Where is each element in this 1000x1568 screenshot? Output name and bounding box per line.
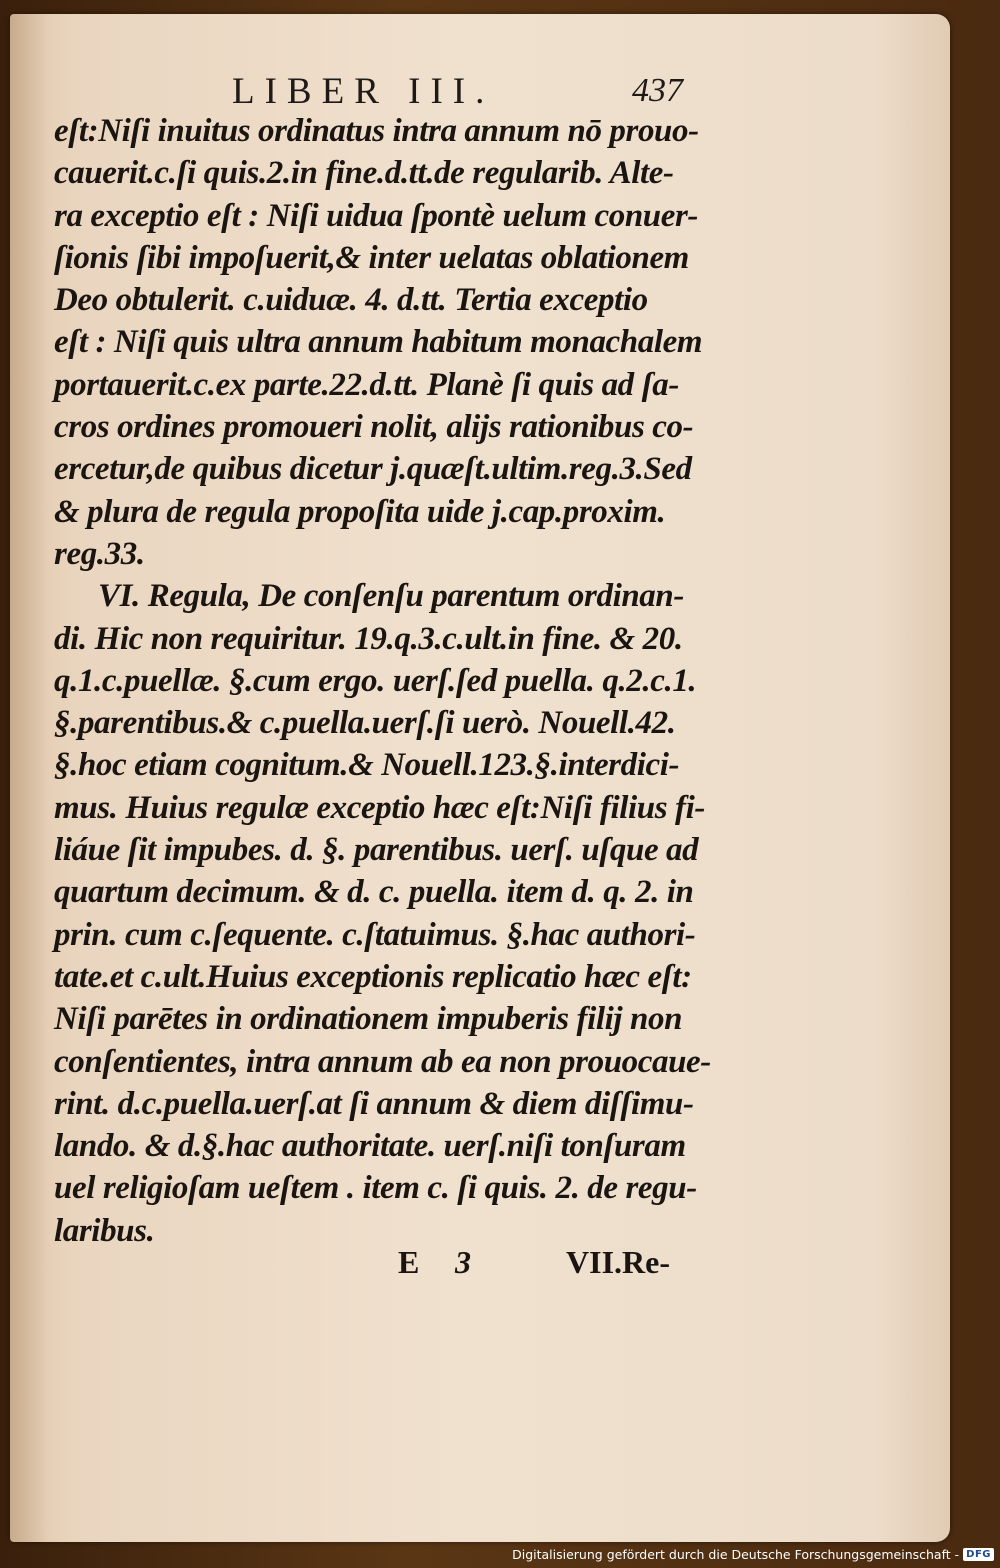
page-footer	[0, 1240, 1000, 1290]
body-text	[54, 110, 711, 1252]
text-line: mus. Huius regulæ exceptio hæc eſt:Niſi filius fi-	[54, 789, 705, 826]
text-line: eſt : Niſi quis ultra annum habitum monachalem	[54, 324, 703, 361]
text-line: q.1.c.puellæ. §.cum ergo. uerſ.ſed puella. q.2.c.1.	[54, 662, 697, 699]
catchword: VII.Re-	[566, 1244, 670, 1280]
text-line: Deo obtulerit. c.uiduæ. 4. d.tt. Tertia exceptio	[54, 282, 648, 319]
text-line: tate.et c.ult.Huius exceptionis replicatio hæc eſt:	[54, 958, 692, 995]
running-head	[0, 58, 1000, 118]
text-line: di. Hic non requiritur. 19.q.3.c.ult.in fine. & 20.	[54, 620, 683, 657]
text-line: eſt:Niſi inuitus ordinatus intra annum nō prouo-	[54, 113, 699, 149]
text-line: cauerit.c.ſi quis.2.in fine.d.tt.de regularib. Alte-	[54, 155, 674, 192]
credit-text: Digitalisierung gefördert durch die Deutsche Forschungsgemeinschaft -	[512, 1546, 960, 1562]
text-line: reg.33.	[54, 535, 145, 572]
text-line: ercetur,de quibus dicetur j.quæſt.ultim.reg.3.Sed	[54, 451, 692, 488]
running-head-title: LIBER III.	[232, 71, 495, 112]
text-line: quartum decimum. & d. c. puella. item d. q. 2. in	[54, 874, 694, 911]
text-line: ſionis ſibi impoſuerit,& inter uelatas oblationem	[54, 239, 689, 276]
text-line: uel religioſam ueſtem . item c. ſi quis. 2. de regu-	[54, 1170, 697, 1207]
text-line: §.hoc etiam cognitum.& Nouell.123.§.interdici-	[54, 747, 680, 784]
text-line-paragraph-start: VI. Regula, De conſenſu parentum ordinan-	[98, 578, 684, 615]
text-line: liáue ſit impubes. d. §. parentibus. uerſ. uſque ad	[54, 832, 699, 869]
signature-number: 3	[455, 1244, 471, 1280]
text-line: portauerit.c.ex parte.22.d.tt. Planè ſi quis ad ſa-	[54, 366, 679, 403]
text-line: §.parentibus.& c.puella.uerſ.ſi uerò. Nouell.42.	[54, 705, 676, 742]
text-line: prin. cum c.ſequente. c.ſtatuimus. §.hac authori-	[54, 916, 696, 953]
text-line: laribus.	[54, 1212, 155, 1249]
text-line: rint. d.c.puella.uerſ.at ſi annum & diem diſſimu-	[54, 1085, 694, 1122]
signature-mark: E	[398, 1244, 420, 1280]
text-line: conſentientes, intra annum ab ea non prouocaue-	[54, 1043, 711, 1080]
digitization-credit	[512, 1544, 994, 1564]
text-line: Niſi parētes in ordinationem impuberis filij non	[54, 1001, 683, 1038]
text-line: cros ordines promoueri nolit, alijs rationibus co-	[54, 409, 694, 446]
dfg-logo-icon: DFG	[963, 1548, 994, 1561]
text-line: & plura de regula propoſita uide j.cap.proxim.	[54, 493, 666, 530]
text-line: ra exceptio eſt : Niſi uidua ſpontè uelum conuer-	[54, 197, 699, 234]
text-line: lando. & d.§.hac authoritate. uerſ.niſi tonſuram	[54, 1128, 686, 1165]
page-number: 437	[632, 72, 683, 109]
